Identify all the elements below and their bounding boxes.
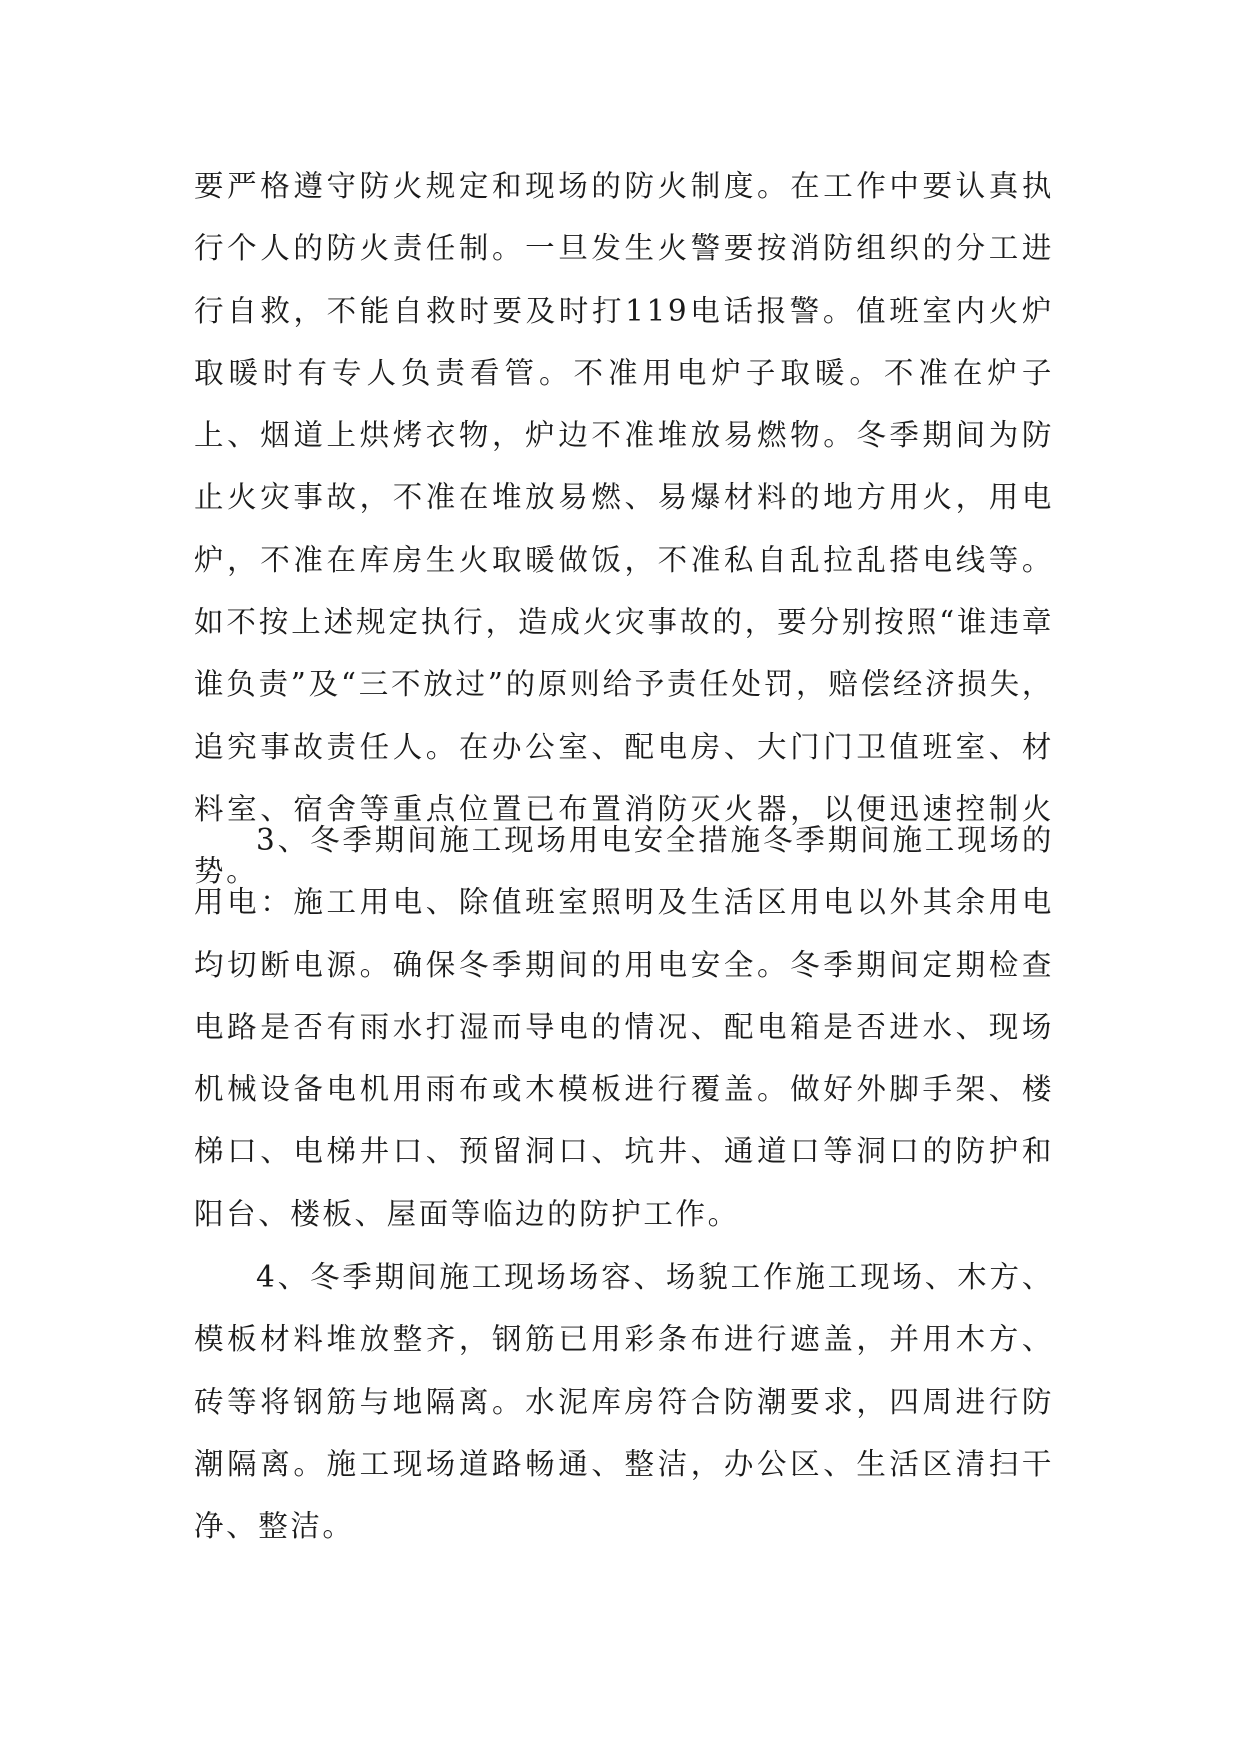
paragraph-fire-safety: 要严格遵守防火规定和现场的防火制度。在工作中要认真执行个人的防火责任制。一旦发生火警要按消防组织的分工进行自救，不能自救时要及时打119电话报警。值班室内火炉取暖时有专人负责看管。不准用电炉子取暖。不准在炉子上、烟道上烘烤衣物，炉边不准堆放易燃物。冬季期间为防止火灾事故，不准在堆放易燃、易爆材料的地方用火，用电炉，不准在库房生火取暖做饭，不准私自乱拉乱搭电线等。如不按上述规定执行，造成火灾事故的，要分别按照“谁违章谁负责”及“三不放过”的原则给予责任处罚，赔偿经济损失，追究事故责任人。在办公室、配电房、大门门卫值班室、材料室、宿舍等重点位置已布置消防灭火器，以便迅速控制火势。 bbox=[194, 169, 1054, 889]
paragraph-electrical-safety: 3、冬季期间施工现场用电安全措施冬季期间施工现场的用电：施工用电、除值班室照明及生活区用电以外其余用电均切断电源。确保冬季期间的用电安全。冬季期间定期检查电路是否有雨水打湿而导电的情况、配电箱是否进水、现场机械设备电机用雨布或木模板进行覆盖。做好外脚手架、楼梯口、电梯井口、预留洞口、坑井、通道口等洞口的防护和阳台、楼板、屋面等临边的防护工作。 bbox=[194, 823, 1054, 1231]
paragraph-site-appearance: 4、冬季期间施工现场场容、场貌工作施工现场、木方、模板材料堆放整齐，钢筋已用彩条布进行遮盖，并用木方、砖等将钢筋与地隔离。水泥库房符合防潮要求，四周进行防潮隔离。施工现场道路畅通、整洁，办公区、生活区清扫干净、整洁。 bbox=[194, 1260, 1054, 1544]
